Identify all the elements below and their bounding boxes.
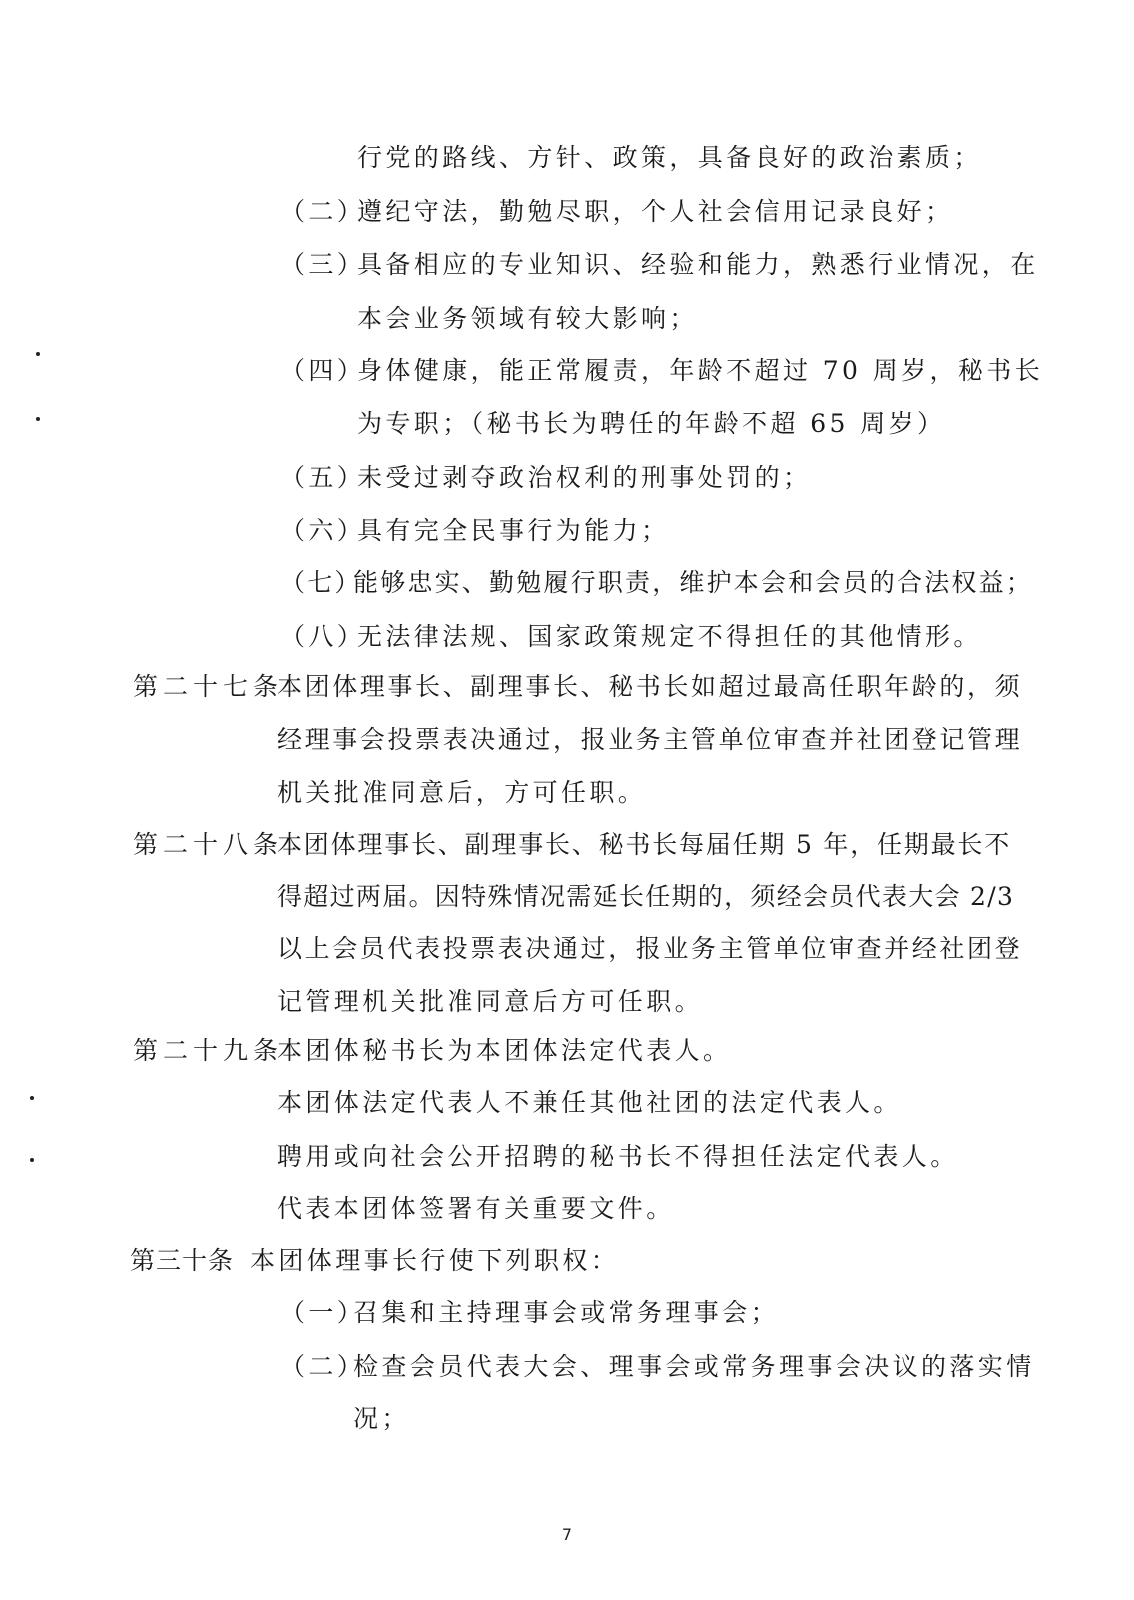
list-item-text: 遵纪守法，勤勉尽职，个人社会信用记录良好； (357, 197, 954, 226)
list-marker: （二） (280, 197, 366, 226)
article-text: 本团体理事长、副理事长、秘书长如超过最高任职年龄的，须 (277, 672, 1023, 701)
article-number: 第三十条 (130, 1246, 235, 1275)
list-item-text: 具备相应的专业知识、经验和能力，熟悉行业情况，在 (357, 250, 1039, 279)
list-item-text: 未受过剥夺政治权利的刑事处罚的； (357, 463, 812, 492)
list-item-text: 无法律法规、国家政策规定不得担任的其他情形。 (357, 622, 982, 651)
scan-dot (36, 352, 40, 356)
list-marker: （七） (280, 568, 362, 597)
article-text: 本团体理事长、副理事长、秘书长每届任期 5 年，任期最长不 (277, 830, 1012, 859)
line-text: 记管理机关批准同意后方可任职。 (277, 987, 704, 1016)
list-marker: （二） (280, 1352, 366, 1381)
line-text: 为专职；（秘书长为聘任的年龄不超 65 周岁） (357, 409, 946, 438)
list-marker: （四） (280, 356, 366, 385)
list-marker: （三） (280, 250, 366, 279)
list-marker: （八） (280, 622, 366, 651)
article-number: 第二十九条 (133, 1036, 284, 1065)
scan-dot (30, 1158, 34, 1162)
scan-dot (36, 417, 40, 421)
line-text: 本团体法定代表人不兼任其他社团的法定代表人。 (277, 1088, 902, 1117)
article-number: 第二十八条 (133, 830, 284, 859)
article-text: 本团体秘书长为本团体法定代表人。 (277, 1036, 732, 1065)
scan-dot (30, 1096, 34, 1100)
line-text: 得超过两届。因特殊情况需延长任期的，须经会员代表大会 2/3 (277, 882, 1015, 911)
article-text: 本团体理事长行使下列职权： (250, 1246, 620, 1275)
page-number: 7 (561, 1525, 573, 1544)
line-text: 代表本团体签署有关重要文件。 (277, 1194, 675, 1223)
line-text: 机关批准同意后，方可任职。 (277, 778, 647, 807)
list-item-text: 检查会员代表大会、理事会或常务理事会决议的落实情 (353, 1352, 1035, 1381)
line-text: 况； (353, 1404, 410, 1433)
line-text: 聘用或向社会公开招聘的秘书长不得担任法定代表人。 (277, 1142, 959, 1171)
line-text: 行党的路线、方针、政策，具备良好的政治素质； (357, 143, 982, 172)
list-marker: （一） (280, 1298, 366, 1327)
list-item-text: 召集和主持理事会或常务理事会； (353, 1298, 780, 1327)
line-text: 经理事会投票表决通过，报业务主管单位审查并社团登记管理 (277, 725, 1023, 754)
list-item-text: 身体健康，能正常履责，年龄不超过 70 周岁，秘书长 (357, 356, 1044, 385)
list-marker: （五） (280, 463, 366, 492)
list-marker: （六） (280, 516, 366, 545)
line-text: 本会业务领域有较大影响； (357, 304, 698, 333)
list-item-text: 具有完全民事行为能力； (357, 516, 670, 545)
article-number: 第二十七条 (133, 672, 284, 701)
list-item-text: 能够忠实、勤勉履行职责，维护本会和会员的合法权益； (353, 568, 1034, 597)
line-text: 以上会员代表投票表决通过，报业务主管单位审查并经社团登 (277, 934, 1023, 963)
